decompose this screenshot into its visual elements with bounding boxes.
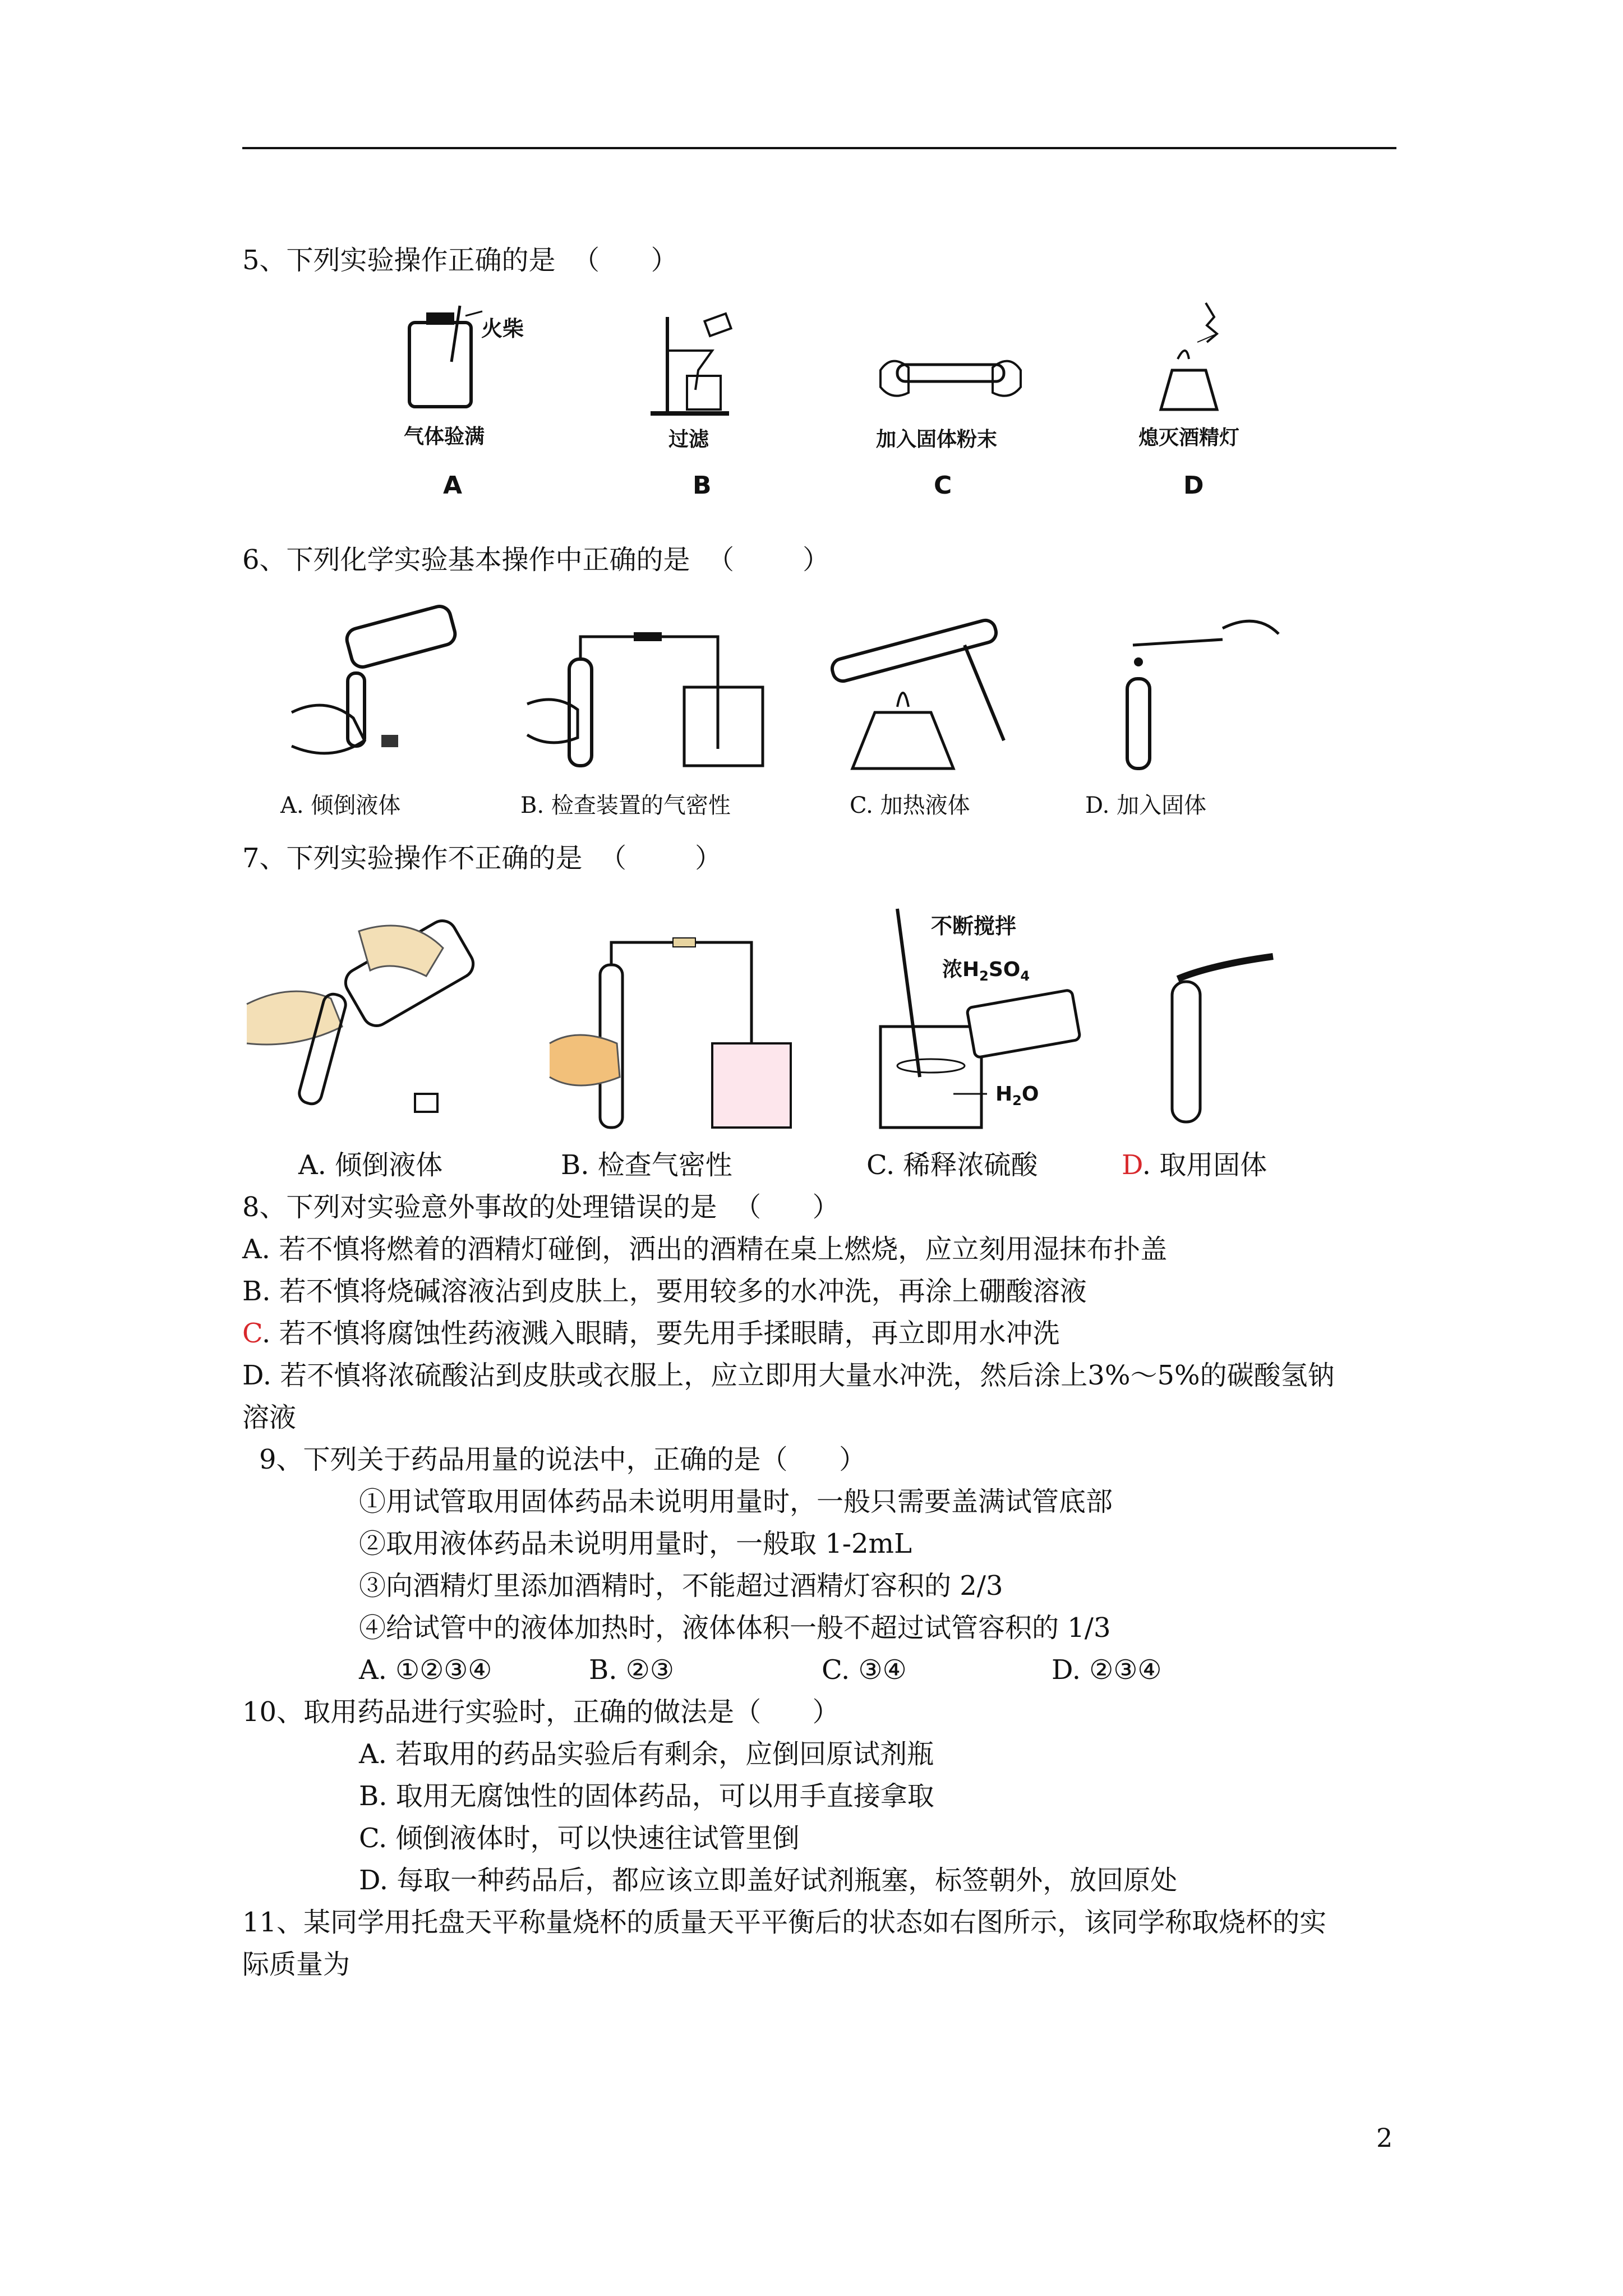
q5-caption-d: 熄灭酒精灯 <box>1138 426 1240 449</box>
q7-airtightness-figure <box>538 931 791 1133</box>
answer-mark: D <box>1122 1149 1142 1181</box>
q9-item-3: ③向酒精灯里添加酒精时，不能超过酒精灯容积的 2/3 <box>359 1570 1003 1602</box>
q5-caption-c: 加入固体粉末 <box>876 428 998 451</box>
q6-pour-liquid-figure <box>280 595 494 774</box>
q9-choice-b: B. ②③ <box>589 1654 674 1686</box>
q6-add-solid-figure <box>1110 611 1290 774</box>
filtration-figure <box>645 306 740 418</box>
q5-letter-d: D <box>1183 471 1204 500</box>
q9-item-1: ①用试管取用固体药品未说明用量时，一般只需要盖满试管底部 <box>359 1486 1113 1517</box>
q8-option-d: D. 若不慎将浓硫酸沾到皮肤或衣服上，应立即用大量水冲洗，然后涂上3%～5%的碳酸氢钠 <box>242 1360 1335 1391</box>
q8-option-d-cont: 溶液 <box>242 1402 297 1433</box>
q9-stem: 9、下列关于药品用量的说法中，正确的是（ ） <box>259 1444 866 1475</box>
q9-choice-a: A. ①②③④ <box>359 1654 492 1686</box>
header-rule <box>242 147 1396 149</box>
q8-option-a: A. 若不慎将燃着的酒精灯碰倒，洒出的酒精在桌上燃烧，应立刻用湿抹布扑盖 <box>242 1234 1168 1265</box>
q5-match-label: 火柴 <box>481 316 524 341</box>
q10-option-d: D. 每取一种药品后，都应该立即盖好试剂瓶塞，标签朝外，放回原处 <box>359 1865 1178 1896</box>
q9-item-2: ②取用液体药品未说明用量时，一般取 1-2mL <box>359 1528 912 1559</box>
q6-caption-b: B. 检查装置的气密性 <box>520 793 731 818</box>
q6-caption-a: A. 倾倒液体 <box>280 793 401 818</box>
q7-water-label: $H_2O$ <box>995 1083 1039 1109</box>
q5-caption-b: 过滤 <box>668 428 709 451</box>
q5-stem: 5、下列实验操作正确的是 （ ） <box>242 245 678 276</box>
q5-caption-a: 气体验满 <box>404 425 485 448</box>
q10-stem: 10、取用药品进行实验时，正确的做法是（ ） <box>242 1696 840 1728</box>
q5-letter-a: A <box>443 471 463 500</box>
q7-stem: 7、下列实验操作不正确的是 （ ） <box>242 843 722 874</box>
q9-choice-c: C. ③④ <box>822 1654 907 1686</box>
add-powder-figure <box>875 348 1026 409</box>
q7-acid-label: 浓$H_2SO_4$ <box>942 958 1030 984</box>
q10-option-c: C. 倾倒液体时，可以快速往试管里倒 <box>359 1823 800 1854</box>
q11-line-2: 际质量为 <box>242 1949 351 1980</box>
q6-heat-liquid-figure <box>819 606 1043 774</box>
q5-letter-b: B <box>693 471 712 500</box>
q8-option-c: C. 若不慎将腐蚀性药液溅入眼睛，要先用手揉眼睛，再立即用水冲洗 <box>242 1318 1060 1349</box>
q7-option-a: A. 倾倒液体 <box>298 1149 443 1181</box>
q6-caption-c: C. 加热液体 <box>850 793 970 818</box>
q6-airtightness-figure <box>516 631 796 771</box>
q7-option-b: B. 检查气密性 <box>561 1149 732 1181</box>
q11-line-1: 11、某同学用托盘天平称量烧杯的质量天平平衡后的状态如右图所示，该同学称取烧杯的实 <box>242 1907 1327 1938</box>
answer-mark: C <box>242 1318 262 1349</box>
extinguish-lamp-figure <box>1144 303 1245 415</box>
q6-stem: 6、下列化学实验基本操作中正确的是 （ ） <box>242 544 830 576</box>
q8-stem: 8、下列对实验意外事故的处理错误的是 （ ） <box>242 1191 840 1223</box>
q10-option-b: B. 取用无腐蚀性的固体药品，可以用手直接拿取 <box>359 1780 934 1812</box>
q7-stir-label: 不断搅拌 <box>931 914 1017 938</box>
q10-option-a: A. 若取用的药品实验后有剩余，应倒回原试剂瓶 <box>359 1738 934 1770</box>
q8-option-b: B. 若不慎将烧碱溶液沾到皮肤上，要用较多的水冲洗，再涂上硼酸溶液 <box>242 1276 1087 1307</box>
q9-item-4: ④给试管中的液体加热时，液体体积一般不超过试管容积的 1/3 <box>359 1612 1111 1644</box>
q7-option-c: C. 稀释浓硫酸 <box>866 1149 1038 1181</box>
q7-option-d: D. 取用固体 <box>1122 1149 1267 1181</box>
q5-letter-c: C <box>934 471 952 500</box>
page-number: 2 <box>1376 2123 1393 2153</box>
q6-caption-d: D. 加入固体 <box>1085 793 1207 818</box>
q9-choice-d: D. ②③④ <box>1052 1654 1162 1686</box>
q7-pour-liquid-figure <box>247 926 482 1128</box>
q7-take-solid-figure <box>1166 948 1279 1128</box>
